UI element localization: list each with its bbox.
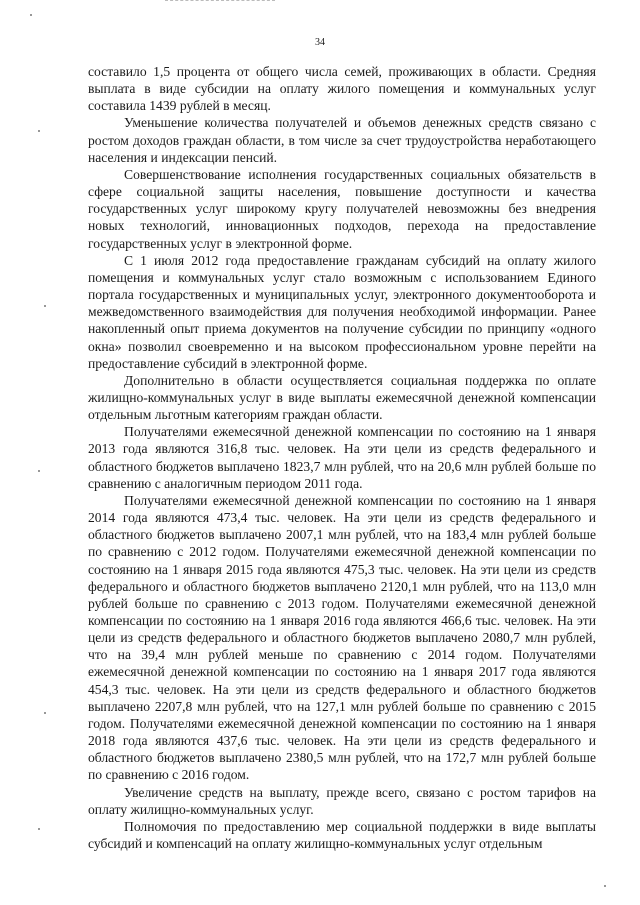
paragraph-6: Получателями ежемесячной денежной компенсации по состоянию на 1 января 2013 года являются 316,8 тыс. человек. На эти цели из средств федерального и областного бюджетов выплачено 1823,7 млн рублей, что на 20,6 млн рублей больше по сравнению с аналогичным периодом 2011 года. [88, 424, 596, 491]
paragraph-7: Получателями ежемесячной денежной компенсации по состоянию на 1 января 2014 года являются 473,4 тыс. человек. На эти цели из средств федерального и областного бюджетов выплачено 2007,1 млн рублей, что на 183,4 млн рублей больше по сравнению с 2012 годом. Получателями ежемесячной денежной компенсации по состоянию на 1 января 2015 года являются 475,3 тыс. человек. На эти цели из средств федерального и областного бюджетов выплачено 2120,1 млн рублей, что на 113,0 млн рублей больше по сравнению с 2013 годом. Получателями ежемесячной денежной компенсации по состоянию на 1 января 2016 года являются 466,6 тыс. человек. На эти цели из средств федерального и областного бюджетов выплачено 2080,7 млн рублей, что на 39,4 млн рублей меньше по сравнению с 2014 годом. Получателями ежемесячной денежной компенсации по состоянию на 1 января 2017 года являются 454,3 тыс. человек. На эти цели из средств федерального и областного бюджетов выплачено 2207,8 млн рублей, что на 127,1 млн рублей больше по сравнению с 2015 годом. Получателями ежемесячной денежной компенсации по состоянию на 1 января 2018 года являются 437,6 тыс. человек. На эти цели из средств федерального и областного бюджетов выплачено 2380,5 млн рублей, что на 172,7 млн рублей больше по сравнению с 2016 годом. [88, 492, 596, 783]
scan-speck [30, 14, 32, 16]
scan-speck [44, 712, 46, 714]
scan-speck [38, 130, 40, 132]
scan-speck [604, 885, 606, 887]
scan-speck [38, 828, 40, 830]
paragraph-9: Полномочия по предоставлению мер социальной поддержки в виде выплаты субсидий и компенсаций на оплату жилищно-коммунальных услуг отдельным [88, 818, 596, 852]
paragraph-2: Уменьшение количества получателей и объемов денежных средств связано с ростом доходов граждан области, в том числе за счет трудоустройства неработающего населения и индексации пенсий. [88, 115, 596, 165]
scan-speck [44, 305, 46, 307]
paragraph-3: Совершенствование исполнения государственных социальных обязательств в сфере социальной защиты населения, повышение доступности и качества государственных услуг широкому кругу получателей невозможны без внедрения новых технологий, инновационных подходов, перехода на предоставление государственных услуг в электронной форме. [88, 166, 596, 251]
scan-edge-artifact [165, 0, 275, 2]
paragraph-5: Дополнительно в области осуществляется социальная поддержка по оплате жилищно-коммунальных услуг в виде выплаты ежемесячной денежной компенсации отдельным льготным категориям граждан области. [88, 372, 596, 423]
paragraph-8: Увеличение средств на выплату, прежде всего, связано с ростом тарифов на оплату жилищно-коммунальных услуг. [88, 784, 596, 817]
scan-speck [38, 470, 40, 472]
paragraph-4: С 1 июля 2012 года предоставление гражданам субсидий на оплату жилого помещения и коммунальных услуг стало возможным с использованием Единого портала государственных и муниципальных услуг, электронного документооборота и межведомственного взаимодействия для получения необходимой информации. Ранее накопленный опыт приема документов на получение субсидии по принципу «одного окна» позволил своевременно и на высоком профессиональном уровне перейти на предоставление субсидий в электронной форме. [88, 252, 596, 371]
page-number: 34 [315, 37, 325, 48]
document-body [88, 63, 596, 852]
paragraph-1: составило 1,5 процента от общего числа семей, проживающих в области. Средняя выплата в виде субсидии на оплату жилого помещения и коммунальных услуг составила 1439 рублей в месяц. [88, 64, 596, 114]
